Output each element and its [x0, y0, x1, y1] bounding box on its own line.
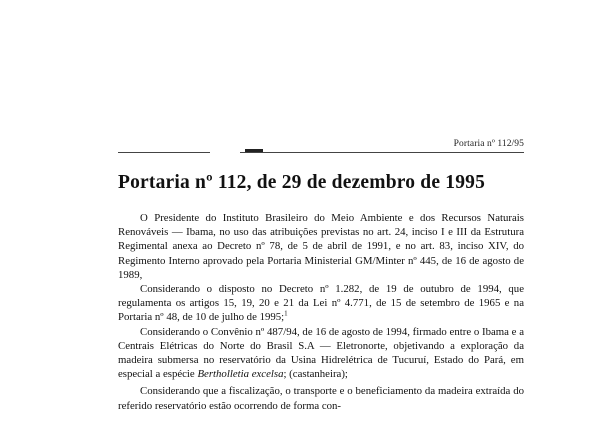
- document-body: [118, 211, 524, 413]
- footnote-marker: 1: [284, 309, 288, 318]
- header-rule-gap: [210, 151, 240, 154]
- paragraph-convenio-text: Considerando o Convênio nº 487/94, de 16 de agosto de 1994, firmado entre o Ibama e a Centrais Elétricas do Norte do Brasil S.A — Eletronorte, objetivando a exploração da madeira submersa no reservatório da Usina Hidrelétrica de Tucuruí, Estado do Pará, em especial a espécie: [118, 325, 524, 381]
- running-head: Portaria nº 112/95: [453, 139, 524, 149]
- header-mark: [245, 149, 263, 152]
- paragraph-preamble: O Presidente do Instituto Brasileiro do Meio Ambiente e dos Recursos Naturais Renováveis — Ibama, no uso das atribuições previstas no art. 24, inciso I e III da Estrutura Regimental anexa ao Decreto nº 78, de 5 de abril de 1991, e no art. 83, inciso XIV, do Regimento Interno aprovado pela Portaria Ministerial GM/Minter nº 445, de 16 de agosto de 1989,: [118, 212, 524, 281]
- paragraph-decree: [118, 282, 524, 325]
- paragraph-decree-text: Considerando o disposto no Decreto nº 1.282, de 19 de outubro de 1994, que regulamenta os artigos 15, 19, 20 e 21 da Lei nº 4.771, de 15 de setembro de 1965 e na Portaria nº 48, de 10 de julho de 1995;: [118, 283, 524, 324]
- page-title: Portaria nº 112, de 29 de dezembro de 1995: [118, 172, 486, 193]
- paragraph-fiscalizacao: Considerando que a fiscalização, o transporte e o beneficiamento da madeira extraída do referido reservatório estão ocorrendo de forma con-: [118, 385, 524, 412]
- header-rule: [118, 152, 524, 153]
- species-suffix: ; (castanheira);: [283, 368, 348, 381]
- species-name: Bertholletia excelsa: [197, 368, 284, 381]
- paragraph-convenio: [118, 325, 524, 382]
